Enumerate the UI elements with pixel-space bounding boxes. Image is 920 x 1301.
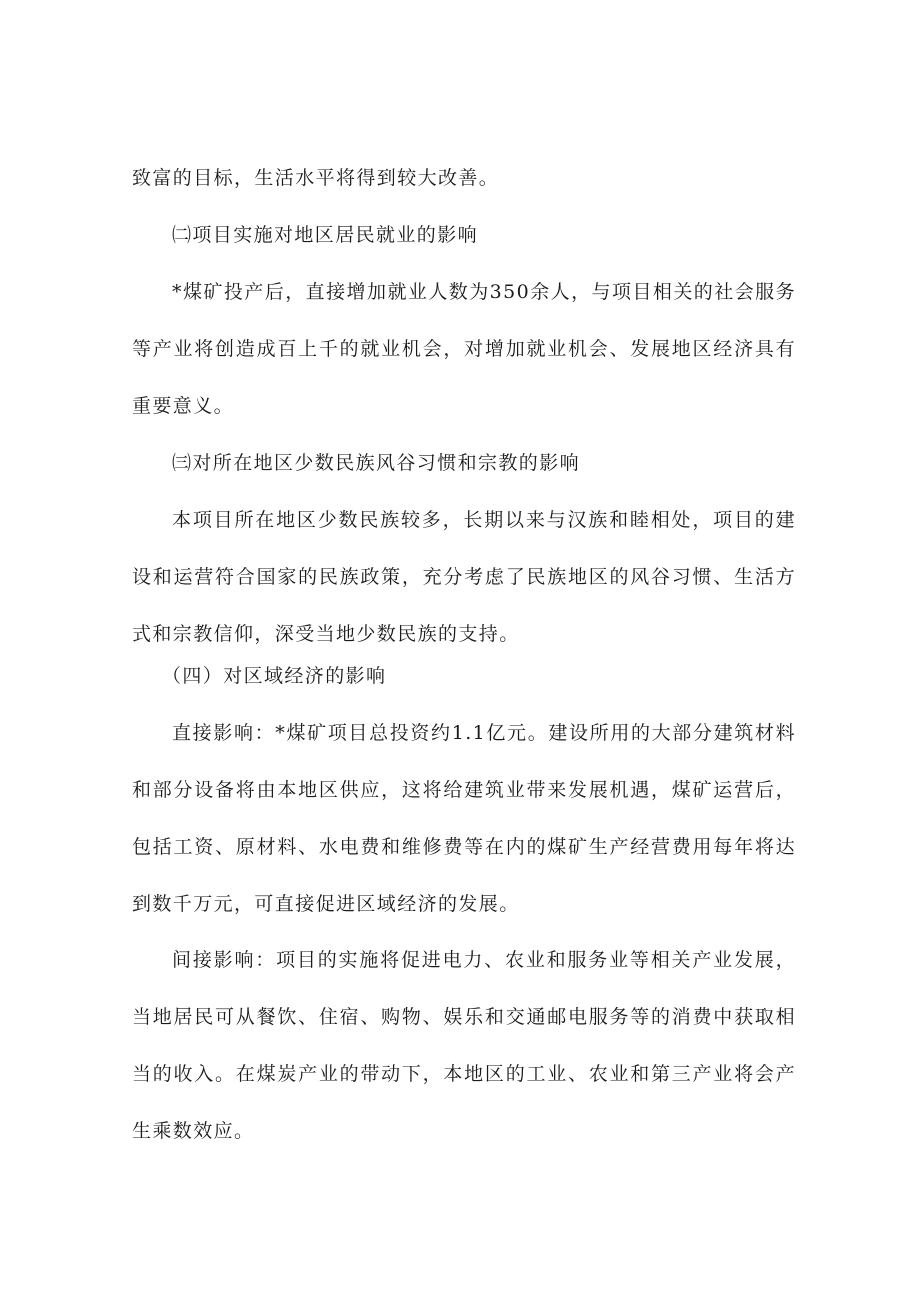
paragraph-ethnic-customs: 本项目所在地区少数民族较多，长期以来与汉族和睦相处，项目的建设和运营符合国家的民族政策，充分考虑了民族地区的风谷习惯、生活方式和宗教信仰，深受当地少数民族的支持。 (132, 509, 796, 645)
section-heading-ethnic-customs: ㈢对所在地区少数民族风谷习惯和宗教的影响 (172, 452, 581, 474)
section-heading-employment: ㈡项目实施对地区居民就业的影响 (172, 224, 479, 246)
paragraph-indirect-impact: 间接影响：项目的实施将促进电力、农业和服务业等相关产业发展，当地居民可从餐饮、住宿、购物、娱乐和交通邮电服务等的消费中获取相当的收入。在煤炭产业的带动下，本地区的工业、农业和第三产业将会产生乘数效应。 (132, 949, 796, 1142)
paragraph-direct-impact: 直接影响：*煤矿项目总投资约1.1亿元。建设所用的大部分建筑材料和部分设备将由本地区供应，这将给建筑业带来发展机遇，煤矿运营后，包括工资、原材料、水电费和维修费等在内的煤矿生产经营费用每年将达到数千万元，可直接促进区域经济的发展。 (132, 722, 796, 915)
paragraph-employment: *煤矿投产后，直接增加就业人数为350余人，与项目相关的社会服务等产业将创造成百上千的就业机会，对增加就业机会、发展地区经济具有重要意义。 (132, 281, 796, 417)
paragraph-continuation: 致富的目标，生活水平将得到较大改善。 (132, 167, 500, 189)
section-heading-regional-economy: （四）对区域经济的影响 (162, 665, 387, 687)
